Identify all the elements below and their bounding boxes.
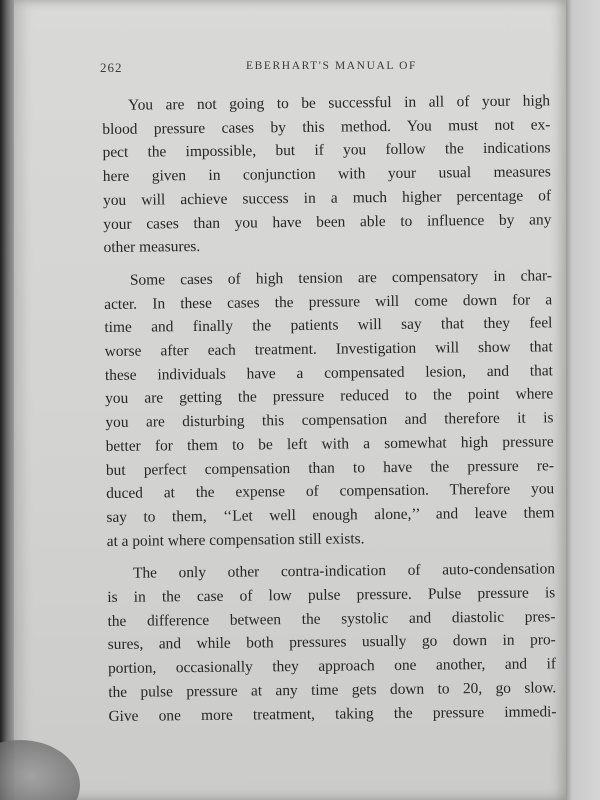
text-line: you will achieve success in a much higher percentage of [103,187,552,209]
text-line: duced at the expense of compensation. Therefore you [106,480,555,503]
adjacent-page-edge [565,0,600,800]
text-line: Give one more treatment, taking the pressure immedi- [108,702,557,725]
text-line: better for them to be left with a somewhat high pressure [105,433,554,455]
text-line: acter. In these cases the pressure will come down for a [104,290,553,313]
text-line: The only other contra-indication of auto-condensation [132,560,556,583]
text-line: sures, and while both pressures usually go down in pro- [107,631,556,654]
text-line: portion, occasionally they approach one another, and if [107,655,557,678]
text-line: you are getting the pressure reduced to the point where [105,385,554,408]
text-line: pect the impossible, but if you follow the indications [102,139,551,162]
paragraph-1 [102,89,552,260]
text-line: here given in conjunction with your usual measures [102,163,551,186]
text-line: your cases than you have been able to influence by any [103,210,552,233]
text-line: time and finally the patients will say that they feel [104,314,553,337]
text-line: the difference between the systolic and diastolic pres- [107,608,556,630]
body-text [102,89,557,737]
text-line: at a point where compensation still exists. [106,529,365,550]
text-line: the pulse pressure at any time gets down to 20, go slow. [108,679,557,701]
text-line: say to them, ‘‘Let well enough alone,’’ and leave them [106,504,555,526]
text-line: other measures. [103,238,201,257]
page-number: 262 [100,60,123,75]
paragraph-2 [104,264,555,553]
running-head [14,60,566,80]
paragraph-3 [107,558,557,729]
book-page [14,0,566,800]
running-head-title: EBERHART'S MANUAL OF [246,60,417,72]
text-line: you are disturbing this compensation and therefore it is [105,409,554,432]
text-line: worse after each treatment. Investigation will show that [104,338,553,361]
text-line: You are not going to be successful in all of your high [128,92,551,114]
text-line: is in the case of low pulse pressure. Pulse pressure is [107,584,556,607]
text-line: Some cases of high tension are compensatory in char- [129,267,553,289]
text-line: but perfect compensation than to have the pressure re- [105,456,555,479]
text-line: these individuals have a compensated lesion, and that [104,362,554,384]
text-line: blood pressure cases by this method. You must not ex- [102,116,551,138]
